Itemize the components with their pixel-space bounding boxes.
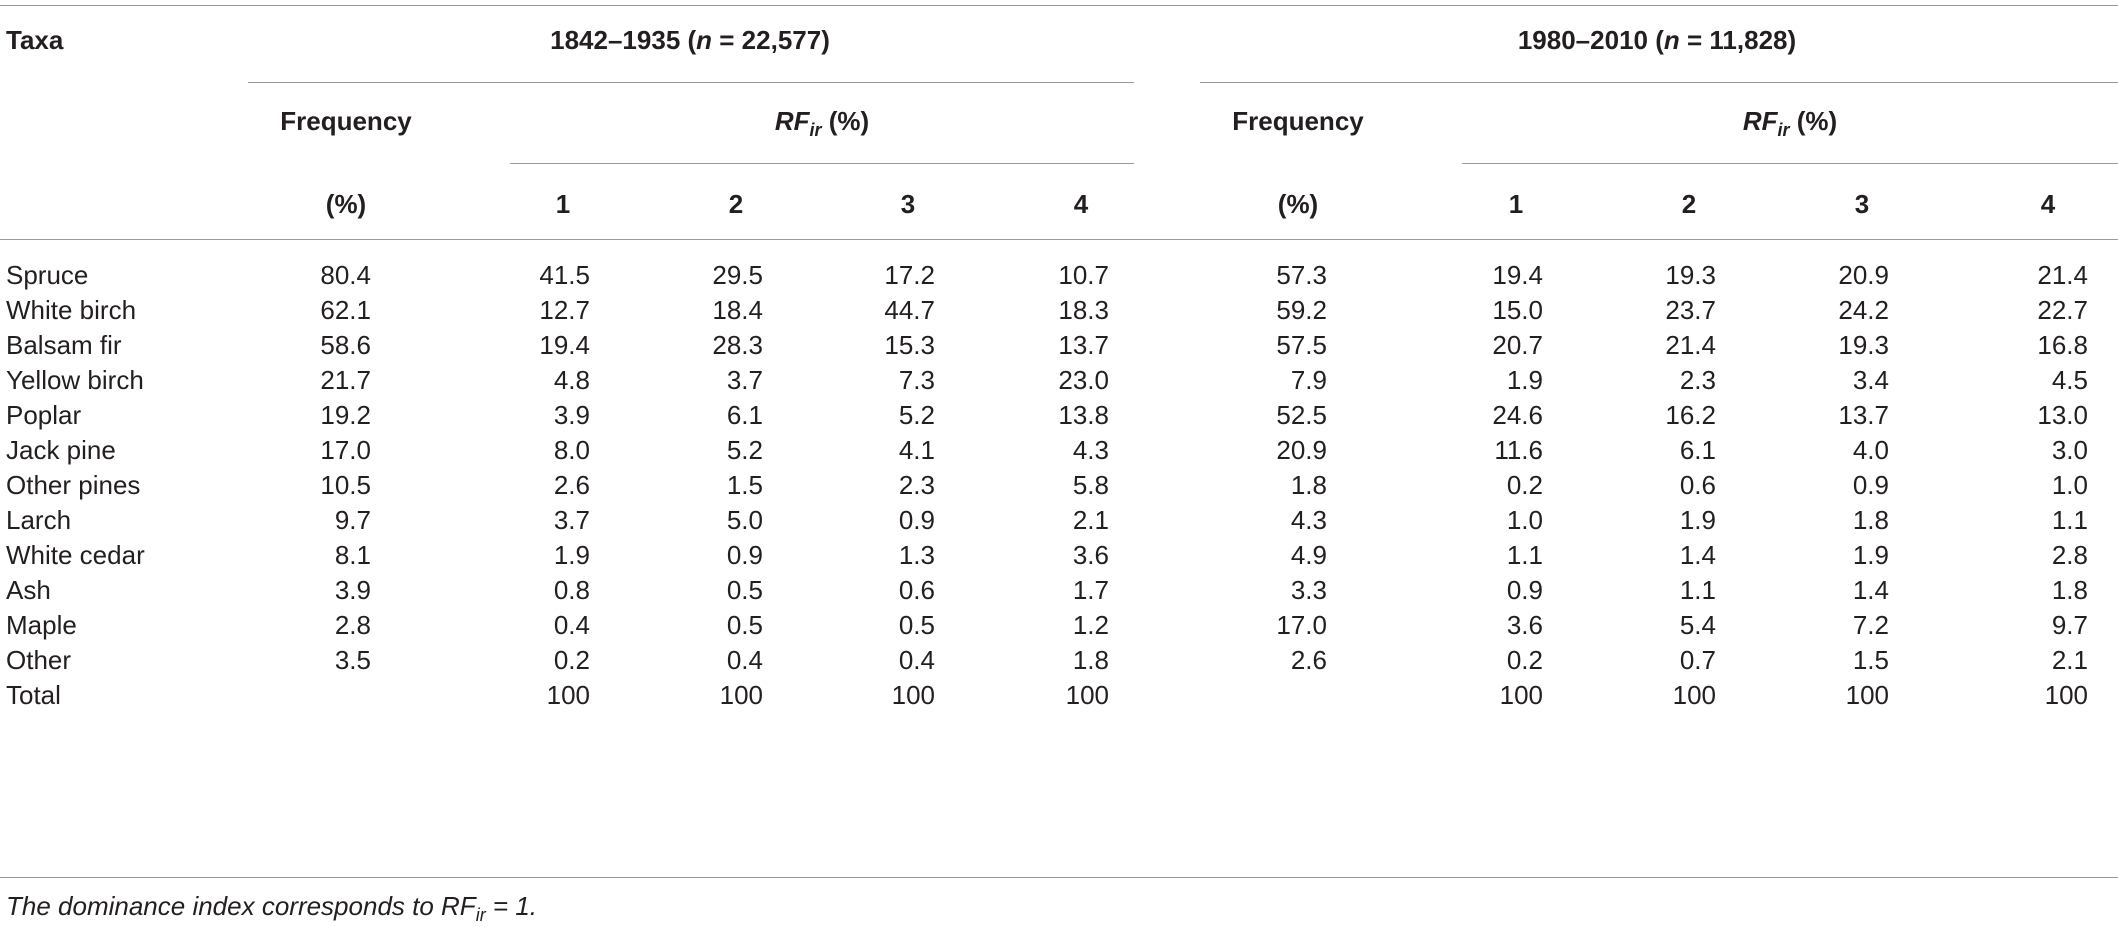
value-cell: 0.2	[1506, 470, 1543, 500]
col3-header-1: 3	[900, 189, 916, 219]
value-cell: 4.3	[1072, 435, 1109, 465]
taxa-cell: Other	[6, 645, 72, 675]
value-cell: 3.5	[334, 645, 371, 675]
taxa-cell: Balsam fir	[6, 330, 122, 360]
value-cell: 1.9	[553, 540, 590, 570]
value-cell: 1.5	[1852, 645, 1889, 675]
value-cell: 1.1	[1679, 575, 1716, 605]
value-cell: 19.3	[1838, 330, 1889, 360]
value-cell: 0.4	[726, 645, 763, 675]
value-cell: 21.4	[1665, 330, 1716, 360]
rf-main-1: RF	[774, 106, 810, 136]
value-cell: 100	[1845, 680, 1889, 710]
value-cell: 20.9	[1838, 260, 1889, 290]
value-cell: 0.6	[898, 575, 935, 605]
value-cell: 4.3	[1290, 505, 1327, 535]
period1-underline	[248, 82, 1134, 83]
percent-header-1: (%)	[325, 189, 367, 219]
footnote-sub: ir	[475, 905, 486, 926]
value-cell: 3.9	[334, 575, 371, 605]
value-cell: 44.7	[884, 295, 935, 325]
value-cell: 0.4	[553, 610, 590, 640]
value-cell: 100	[1672, 680, 1716, 710]
value-cell: 5.2	[726, 435, 763, 465]
value-cell: 19.3	[1665, 260, 1716, 290]
value-cell: 15.0	[1492, 295, 1543, 325]
value-cell: 1.4	[1679, 540, 1716, 570]
rf-sub-2: ir	[1777, 120, 1790, 141]
value-cell: 4.8	[553, 365, 590, 395]
value-cell: 9.7	[334, 505, 371, 535]
value-cell: 17.2	[884, 260, 935, 290]
value-cell: 1.8	[2051, 575, 2088, 605]
value-cell: 11.6	[1494, 435, 1543, 465]
value-cell: 5.2	[898, 400, 935, 430]
value-cell: 1.8	[1290, 470, 1327, 500]
taxa-cell: White cedar	[6, 540, 145, 570]
value-cell: 0.2	[553, 645, 590, 675]
value-cell: 9.7	[2051, 610, 2088, 640]
period2-post: = 11,828)	[1679, 25, 1797, 55]
value-cell: 8.0	[553, 435, 590, 465]
taxa-cell: Maple	[6, 610, 77, 640]
value-cell: 100	[719, 680, 763, 710]
period1-post: = 22,577)	[712, 25, 830, 55]
value-cell: 80.4	[320, 260, 371, 290]
value-cell: 3.0	[2051, 435, 2088, 465]
value-cell: 17.0	[1276, 610, 1327, 640]
value-cell: 22.7	[2037, 295, 2088, 325]
period2-n: n	[1663, 25, 1680, 55]
taxa-cell: Jack pine	[6, 435, 116, 465]
period2-underline	[1200, 82, 2118, 83]
period1-pre: 1842–1935 (	[550, 25, 697, 55]
value-cell: 2.1	[1072, 505, 1109, 535]
value-cell: 62.1	[320, 295, 371, 325]
value-cell: 3.6	[1072, 540, 1109, 570]
value-cell: 57.5	[1276, 330, 1327, 360]
value-cell: 3.3	[1290, 575, 1327, 605]
value-cell: 3.4	[1852, 365, 1889, 395]
value-cell: 16.8	[2037, 330, 2088, 360]
value-cell: 24.6	[1492, 400, 1543, 430]
value-cell: 0.5	[726, 610, 763, 640]
value-cell: 6.1	[726, 400, 763, 430]
value-cell: 23.7	[1665, 295, 1716, 325]
value-cell: 2.8	[2051, 540, 2088, 570]
value-cell: 1.1	[2051, 505, 2088, 535]
value-cell: 21.7	[320, 365, 371, 395]
value-cell: 2.1	[2051, 645, 2088, 675]
value-cell: 0.8	[553, 575, 590, 605]
value-cell: 1.0	[1506, 505, 1543, 535]
value-cell: 100	[891, 680, 935, 710]
value-cell: 4.9	[1290, 540, 1327, 570]
value-cell: 1.0	[2051, 470, 2088, 500]
taxa-cell: Other pines	[6, 470, 141, 500]
rf-header-1	[774, 106, 870, 141]
period2-header	[1518, 25, 1796, 55]
value-cell: 1.9	[1506, 365, 1543, 395]
value-cell: 17.0	[320, 435, 371, 465]
col2-header-1: 2	[728, 189, 744, 219]
value-cell: 12.7	[539, 295, 590, 325]
value-cell: 19.4	[1492, 260, 1543, 290]
taxa-cell: Larch	[6, 505, 72, 535]
col4-header-2: 4	[2040, 189, 2056, 219]
value-cell: 1.8	[1072, 645, 1109, 675]
value-cell: 100	[1499, 680, 1543, 710]
value-cell: 13.0	[2037, 400, 2088, 430]
percent-header-2: (%)	[1277, 189, 1319, 219]
value-cell: 1.3	[898, 540, 935, 570]
value-cell: 1.5	[726, 470, 763, 500]
value-cell: 4.5	[2051, 365, 2088, 395]
value-cell: 5.8	[1072, 470, 1109, 500]
value-cell: 1.4	[1852, 575, 1889, 605]
period2-pre: 1980–2010 (	[1517, 25, 1664, 55]
value-cell: 3.9	[553, 400, 590, 430]
value-cell: 0.9	[1852, 470, 1889, 500]
value-cell: 58.6	[320, 330, 371, 360]
value-cell: 13.7	[1838, 400, 1889, 430]
taxa-cell: Total	[6, 680, 61, 710]
value-cell: 21.4	[2037, 260, 2088, 290]
period1-header	[550, 25, 830, 55]
value-cell: 4.1	[898, 435, 935, 465]
value-cell: 0.6	[1679, 470, 1716, 500]
value-cell: 2.3	[898, 470, 935, 500]
value-cell: 24.2	[1838, 295, 1889, 325]
rf-unit-1: (%)	[821, 106, 870, 136]
value-cell: 2.6	[553, 470, 590, 500]
value-cell: 100	[546, 680, 590, 710]
value-cell: 1.2	[1072, 610, 1109, 640]
value-cell: 7.2	[1852, 610, 1889, 640]
header-bottom-rule	[0, 239, 2118, 240]
col4-header-1: 4	[1073, 189, 1089, 219]
value-cell: 0.9	[1506, 575, 1543, 605]
taxa-header: Taxa	[6, 25, 64, 55]
col1-header-2: 1	[1508, 189, 1524, 219]
value-cell: 57.3	[1276, 260, 1327, 290]
value-cell: 2.3	[1679, 365, 1716, 395]
value-cell: 1.9	[1679, 505, 1716, 535]
value-cell: 29.5	[712, 260, 763, 290]
value-cell: 0.5	[726, 575, 763, 605]
col3-header-2: 3	[1854, 189, 1870, 219]
col1-header-1: 1	[555, 189, 571, 219]
value-cell: 41.5	[539, 260, 590, 290]
value-cell: 18.3	[1058, 295, 1109, 325]
value-cell: 15.3	[884, 330, 935, 360]
footnote	[6, 891, 538, 926]
value-cell: 16.2	[1665, 400, 1716, 430]
value-cell: 7.3	[898, 365, 935, 395]
footnote-pre: The dominance index corresponds to RF	[6, 891, 476, 921]
col2-header-2: 2	[1681, 189, 1697, 219]
value-cell: 5.0	[726, 505, 763, 535]
rf-sub-1: ir	[809, 120, 822, 141]
value-cell: 52.5	[1276, 400, 1327, 430]
value-cell: 28.3	[712, 330, 763, 360]
value-cell: 2.6	[1290, 645, 1327, 675]
value-cell: 100	[1065, 680, 1109, 710]
value-cell: 19.4	[539, 330, 590, 360]
value-cell: 10.7	[1058, 260, 1109, 290]
table-bottom-rule	[0, 877, 2118, 878]
value-cell: 100	[2044, 680, 2088, 710]
value-cell: 0.7	[1679, 645, 1716, 675]
value-cell: 4.0	[1852, 435, 1889, 465]
rf1-underline	[510, 163, 1134, 164]
value-cell: 13.8	[1058, 400, 1109, 430]
taxa-cell: Yellow birch	[6, 365, 144, 395]
value-cell: 0.4	[898, 645, 935, 675]
value-cell: 3.7	[553, 505, 590, 535]
value-cell: 2.8	[334, 610, 371, 640]
value-cell: 18.4	[712, 295, 763, 325]
rf-header-2	[1742, 106, 1838, 141]
taxa-cell: Poplar	[6, 400, 82, 430]
value-cell: 20.9	[1276, 435, 1327, 465]
value-cell: 20.7	[1492, 330, 1543, 360]
value-cell: 5.4	[1679, 610, 1716, 640]
value-cell: 10.5	[320, 470, 371, 500]
footnote-post: = 1.	[485, 891, 538, 921]
value-cell: 0.5	[898, 610, 935, 640]
value-cell: 13.7	[1058, 330, 1109, 360]
taxa-cell: Spruce	[6, 260, 89, 290]
frequency-header-2: Frequency	[1232, 106, 1364, 136]
period1-n: n	[696, 25, 713, 55]
rf-unit-2: (%)	[1789, 106, 1838, 136]
value-cell: 7.9	[1290, 365, 1327, 395]
value-cell: 3.7	[726, 365, 763, 395]
value-cell: 19.2	[320, 400, 371, 430]
value-cell: 1.9	[1852, 540, 1889, 570]
value-cell: 1.7	[1072, 575, 1109, 605]
taxa-cell: White birch	[6, 295, 137, 325]
value-cell: 1.8	[1852, 505, 1889, 535]
rf-main-2: RF	[1742, 106, 1778, 136]
top-rule	[0, 5, 2118, 6]
value-cell: 6.1	[1679, 435, 1716, 465]
value-cell: 59.2	[1276, 295, 1327, 325]
value-cell: 0.9	[898, 505, 935, 535]
value-cell: 23.0	[1058, 365, 1109, 395]
frequency-header-1: Frequency	[280, 106, 412, 136]
rf2-underline	[1462, 163, 2118, 164]
value-cell: 0.2	[1506, 645, 1543, 675]
value-cell: 1.1	[1506, 540, 1543, 570]
value-cell: 3.6	[1506, 610, 1543, 640]
value-cell: 8.1	[334, 540, 371, 570]
taxa-cell: Ash	[6, 575, 51, 605]
value-cell: 0.9	[726, 540, 763, 570]
